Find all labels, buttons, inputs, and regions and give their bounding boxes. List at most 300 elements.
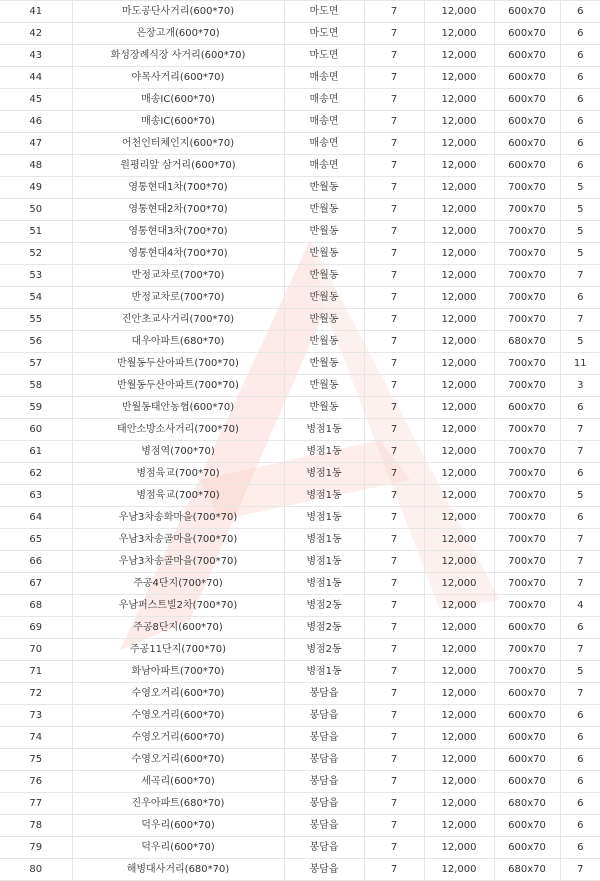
cell-price: 12,000 [424,683,494,705]
cell-no: 57 [0,353,72,375]
cell-price: 12,000 [424,1,494,23]
cell-size: 700x70 [494,529,560,551]
cell-location: 해병대사거리(680*70) [72,859,284,881]
cell-no: 76 [0,771,72,793]
cell-count: 6 [560,771,600,793]
cell-size: 600x70 [494,133,560,155]
cell-price: 12,000 [424,639,494,661]
table-row [0,309,600,331]
cell-size: 680x70 [494,859,560,881]
cell-area: 반월동 [284,199,364,221]
cell-col4: 7 [364,287,424,309]
cell-no: 67 [0,573,72,595]
table-row [0,265,600,287]
cell-price: 12,000 [424,353,494,375]
cell-col4: 7 [364,661,424,683]
cell-count: 6 [560,89,600,111]
cell-no: 62 [0,463,72,485]
cell-size: 700x70 [494,551,560,573]
cell-no: 68 [0,595,72,617]
cell-no: 61 [0,441,72,463]
cell-location: 주공8단지(600*70) [72,617,284,639]
cell-no: 55 [0,309,72,331]
cell-location: 영통현대3차(700*70) [72,221,284,243]
cell-no: 74 [0,727,72,749]
cell-col4: 7 [364,837,424,859]
cell-col4: 7 [364,111,424,133]
table-row [0,133,600,155]
table-row [0,23,600,45]
cell-size: 600x70 [494,749,560,771]
cell-count: 7 [560,639,600,661]
cell-count: 5 [560,221,600,243]
cell-no: 41 [0,1,72,23]
cell-count: 7 [560,309,600,331]
cell-price: 12,000 [424,573,494,595]
cell-col4: 7 [364,463,424,485]
cell-count: 3 [560,375,600,397]
cell-count: 6 [560,67,600,89]
cell-price: 12,000 [424,287,494,309]
cell-price: 12,000 [424,265,494,287]
cell-count: 7 [560,265,600,287]
cell-area: 반월동 [284,309,364,331]
cell-price: 12,000 [424,199,494,221]
cell-count: 7 [560,859,600,881]
cell-count: 5 [560,485,600,507]
cell-no: 50 [0,199,72,221]
cell-area: 봉담읍 [284,727,364,749]
cell-no: 77 [0,793,72,815]
cell-size: 700x70 [494,243,560,265]
cell-size: 700x70 [494,353,560,375]
cell-col4: 7 [364,595,424,617]
cell-col4: 7 [364,199,424,221]
cell-no: 71 [0,661,72,683]
table-row [0,463,600,485]
cell-area: 병점1동 [284,507,364,529]
table-row [0,573,600,595]
cell-size: 600x70 [494,111,560,133]
cell-size: 700x70 [494,287,560,309]
cell-count: 5 [560,243,600,265]
cell-col4: 7 [364,243,424,265]
cell-col4: 7 [364,331,424,353]
cell-size: 600x70 [494,683,560,705]
cell-size: 700x70 [494,221,560,243]
cell-count: 6 [560,815,600,837]
cell-count: 6 [560,23,600,45]
cell-col4: 7 [364,771,424,793]
cell-count: 7 [560,529,600,551]
cell-size: 600x70 [494,397,560,419]
cell-no: 51 [0,221,72,243]
cell-col4: 7 [364,67,424,89]
cell-no: 56 [0,331,72,353]
cell-price: 12,000 [424,67,494,89]
table-row [0,529,600,551]
cell-price: 12,000 [424,133,494,155]
cell-price: 12,000 [424,749,494,771]
cell-price: 12,000 [424,705,494,727]
cell-col4: 7 [364,529,424,551]
cell-count: 5 [560,331,600,353]
cell-count: 4 [560,595,600,617]
cell-area: 병점2동 [284,617,364,639]
cell-location: 영통현대2차(700*70) [72,199,284,221]
cell-area: 반월동 [284,177,364,199]
cell-no: 60 [0,419,72,441]
cell-no: 42 [0,23,72,45]
cell-area: 마도면 [284,45,364,67]
cell-col4: 7 [364,89,424,111]
cell-size: 600x70 [494,89,560,111]
cell-count: 6 [560,463,600,485]
cell-location: 마도공단사거리(600*70) [72,1,284,23]
cell-col4: 7 [364,573,424,595]
cell-area: 봉담읍 [284,771,364,793]
cell-price: 12,000 [424,243,494,265]
cell-size: 700x70 [494,661,560,683]
cell-location: 반월동태안농협(600*70) [72,397,284,419]
cell-location: 영통현대1차(700*70) [72,177,284,199]
cell-area: 봉담읍 [284,683,364,705]
cell-location: 수영오거리(600*70) [72,705,284,727]
cell-col4: 7 [364,485,424,507]
cell-col4: 7 [364,639,424,661]
cell-count: 7 [560,419,600,441]
cell-location: 병점육교(700*70) [72,485,284,507]
cell-no: 48 [0,155,72,177]
table-row [0,639,600,661]
cell-no: 75 [0,749,72,771]
cell-price: 12,000 [424,397,494,419]
cell-area: 매송면 [284,133,364,155]
cell-size: 700x70 [494,573,560,595]
cell-price: 12,000 [424,221,494,243]
cell-col4: 7 [364,749,424,771]
table-row [0,837,600,859]
cell-area: 병점1동 [284,463,364,485]
table-row [0,375,600,397]
cell-price: 12,000 [424,375,494,397]
cell-area: 봉담읍 [284,749,364,771]
cell-area: 매송면 [284,111,364,133]
cell-location: 반정교차로(700*70) [72,287,284,309]
cell-location: 화성장례식장 사거리(600*70) [72,45,284,67]
cell-no: 73 [0,705,72,727]
cell-size: 600x70 [494,617,560,639]
cell-price: 12,000 [424,595,494,617]
cell-location: 수영오거리(600*70) [72,749,284,771]
cell-location: 주공11단지(700*70) [72,639,284,661]
cell-area: 병점2동 [284,595,364,617]
cell-col4: 7 [364,793,424,815]
table-row [0,419,600,441]
cell-no: 46 [0,111,72,133]
cell-location: 세곡리(600*70) [72,771,284,793]
cell-no: 64 [0,507,72,529]
table-row [0,507,600,529]
cell-area: 반월동 [284,243,364,265]
cell-area: 병점1동 [284,573,364,595]
table-row [0,353,600,375]
cell-price: 12,000 [424,309,494,331]
table-row [0,595,600,617]
cell-no: 44 [0,67,72,89]
cell-size: 700x70 [494,507,560,529]
cell-location: 어천인터체인지(600*70) [72,133,284,155]
cell-size: 680x70 [494,793,560,815]
cell-area: 병점2동 [284,639,364,661]
cell-no: 59 [0,397,72,419]
cell-price: 12,000 [424,463,494,485]
cell-location: 은장고개(600*70) [72,23,284,45]
cell-location: 매송IC(600*70) [72,111,284,133]
table-row [0,45,600,67]
cell-price: 12,000 [424,837,494,859]
cell-area: 매송면 [284,67,364,89]
cell-location: 우남퍼스트빌2차(700*70) [72,595,284,617]
cell-count: 6 [560,727,600,749]
table-row [0,683,600,705]
table-row [0,815,600,837]
table-row [0,397,600,419]
cell-location: 화남아파트(700*70) [72,661,284,683]
cell-count: 6 [560,617,600,639]
cell-area: 반월동 [284,375,364,397]
table-body [0,1,600,881]
cell-col4: 7 [364,419,424,441]
table-row [0,331,600,353]
cell-count: 7 [560,441,600,463]
cell-location: 매송IC(600*70) [72,89,284,111]
cell-count: 6 [560,45,600,67]
cell-count: 6 [560,793,600,815]
cell-size: 700x70 [494,265,560,287]
cell-price: 12,000 [424,507,494,529]
cell-price: 12,000 [424,727,494,749]
cell-col4: 7 [364,705,424,727]
cell-size: 600x70 [494,727,560,749]
cell-count: 5 [560,177,600,199]
cell-no: 72 [0,683,72,705]
cell-size: 700x70 [494,419,560,441]
cell-area: 반월동 [284,353,364,375]
cell-no: 65 [0,529,72,551]
table-row [0,111,600,133]
cell-count: 5 [560,661,600,683]
cell-no: 66 [0,551,72,573]
cell-no: 54 [0,287,72,309]
cell-price: 12,000 [424,45,494,67]
cell-location: 대우아파트(680*70) [72,331,284,353]
cell-price: 12,000 [424,89,494,111]
table-row [0,749,600,771]
cell-area: 반월동 [284,287,364,309]
cell-price: 12,000 [424,661,494,683]
cell-price: 12,000 [424,23,494,45]
cell-location: 원평리앞 삼거리(600*70) [72,155,284,177]
cell-size: 700x70 [494,441,560,463]
cell-area: 병점1동 [284,551,364,573]
cell-size: 700x70 [494,199,560,221]
cell-no: 43 [0,45,72,67]
table-row [0,155,600,177]
cell-no: 78 [0,815,72,837]
cell-area: 병점1동 [284,661,364,683]
cell-location: 태안소방소사거리(700*70) [72,419,284,441]
cell-size: 600x70 [494,45,560,67]
cell-location: 병점육교(700*70) [72,463,284,485]
cell-area: 병점1동 [284,419,364,441]
cell-no: 63 [0,485,72,507]
cell-count: 7 [560,683,600,705]
table-row [0,287,600,309]
cell-location: 진우아파트(680*70) [72,793,284,815]
cell-size: 700x70 [494,485,560,507]
cell-col4: 7 [364,727,424,749]
cell-col4: 7 [364,45,424,67]
cell-location: 병점역(700*70) [72,441,284,463]
table-row [0,705,600,727]
cell-size: 600x70 [494,155,560,177]
cell-location: 반월동두산아파트(700*70) [72,353,284,375]
cell-size: 600x70 [494,815,560,837]
cell-location: 덕우리(600*70) [72,837,284,859]
cell-count: 6 [560,397,600,419]
cell-count: 5 [560,199,600,221]
cell-col4: 7 [364,815,424,837]
cell-col4: 7 [364,683,424,705]
cell-location: 야목사거리(600*70) [72,67,284,89]
cell-area: 반월동 [284,331,364,353]
cell-count: 6 [560,133,600,155]
cell-price: 12,000 [424,331,494,353]
cell-size: 600x70 [494,837,560,859]
cell-area: 마도면 [284,23,364,45]
table-row [0,441,600,463]
cell-location: 수영오거리(600*70) [72,683,284,705]
cell-price: 12,000 [424,529,494,551]
table-row [0,89,600,111]
cell-col4: 7 [364,441,424,463]
table-row [0,793,600,815]
cell-area: 반월동 [284,397,364,419]
table-row [0,67,600,89]
cell-no: 52 [0,243,72,265]
cell-area: 봉담읍 [284,859,364,881]
cell-size: 600x70 [494,23,560,45]
cell-no: 58 [0,375,72,397]
cell-count: 6 [560,287,600,309]
cell-size: 700x70 [494,639,560,661]
cell-col4: 7 [364,507,424,529]
cell-location: 반정교차로(700*70) [72,265,284,287]
cell-price: 12,000 [424,485,494,507]
cell-size: 680x70 [494,331,560,353]
cell-price: 12,000 [424,111,494,133]
cell-col4: 7 [364,221,424,243]
cell-location: 영통현대4차(700*70) [72,243,284,265]
cell-no: 80 [0,859,72,881]
cell-no: 79 [0,837,72,859]
cell-col4: 7 [364,177,424,199]
cell-col4: 7 [364,353,424,375]
cell-no: 47 [0,133,72,155]
cell-area: 병점1동 [284,485,364,507]
cell-count: 6 [560,837,600,859]
cell-price: 12,000 [424,441,494,463]
table-row [0,617,600,639]
table-row [0,859,600,881]
table-row [0,221,600,243]
cell-location: 주공4단지(700*70) [72,573,284,595]
cell-location: 우남3차송화마을(700*70) [72,507,284,529]
cell-area: 반월동 [284,221,364,243]
cell-col4: 7 [364,617,424,639]
cell-price: 12,000 [424,177,494,199]
cell-col4: 7 [364,375,424,397]
table-row [0,771,600,793]
cell-price: 12,000 [424,815,494,837]
cell-area: 매송면 [284,155,364,177]
cell-area: 병점1동 [284,529,364,551]
cell-count: 11 [560,353,600,375]
cell-location: 우남3차송골마을(700*70) [72,529,284,551]
cell-price: 12,000 [424,155,494,177]
cell-col4: 7 [364,859,424,881]
cell-col4: 7 [364,397,424,419]
cell-col4: 7 [364,309,424,331]
cell-area: 반월동 [284,265,364,287]
cell-price: 12,000 [424,617,494,639]
cell-col4: 7 [364,265,424,287]
cell-location: 덕우리(600*70) [72,815,284,837]
cell-area: 마도면 [284,1,364,23]
cell-size: 600x70 [494,771,560,793]
cell-col4: 7 [364,155,424,177]
table-row [0,177,600,199]
table-row [0,199,600,221]
cell-col4: 7 [364,1,424,23]
cell-count: 6 [560,1,600,23]
cell-area: 병점1동 [284,441,364,463]
cell-no: 45 [0,89,72,111]
table-row [0,485,600,507]
cell-no: 69 [0,617,72,639]
cell-price: 12,000 [424,859,494,881]
cell-no: 70 [0,639,72,661]
cell-area: 봉담읍 [284,793,364,815]
cell-col4: 7 [364,551,424,573]
cell-count: 6 [560,507,600,529]
cell-col4: 7 [364,23,424,45]
cell-price: 12,000 [424,793,494,815]
cell-price: 12,000 [424,771,494,793]
cell-size: 700x70 [494,463,560,485]
cell-no: 49 [0,177,72,199]
table-row [0,551,600,573]
table-row [0,243,600,265]
cell-area: 봉담읍 [284,837,364,859]
cell-count: 7 [560,573,600,595]
cell-size: 600x70 [494,67,560,89]
cell-no: 53 [0,265,72,287]
table-row [0,661,600,683]
cell-size: 700x70 [494,375,560,397]
cell-count: 6 [560,705,600,727]
